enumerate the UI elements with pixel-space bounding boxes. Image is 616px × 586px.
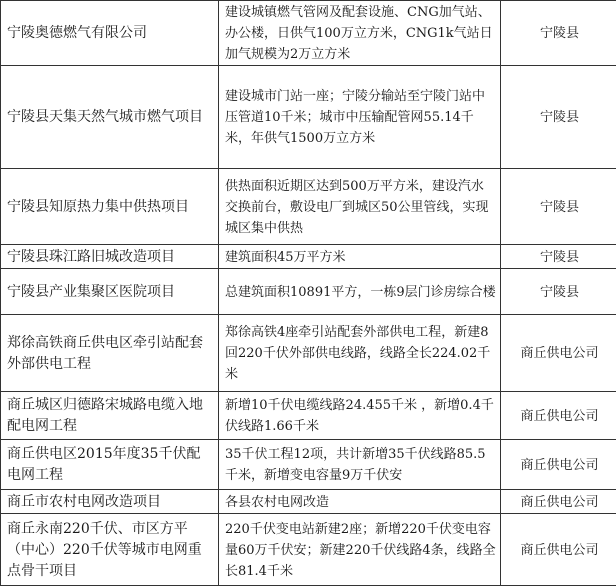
project-description-cell: 各县农村电网改造	[219, 490, 501, 514]
project-region-cell: 宁陵县	[501, 1, 616, 66]
project-description-cell: 建设城镇燃气管网及配套设施、CNG加气站、办公楼，日供气100万立方米，CNG1k气站日加气规模为2万立方米	[219, 1, 501, 66]
project-region-cell: 宁陵县	[501, 245, 616, 269]
project-name-cell: 宁陵县知原热力集中供热项目	[1, 169, 219, 245]
table-row	[1, 1, 616, 66]
project-name-cell: 宁陵奥德燃气有限公司	[1, 1, 219, 66]
table-row	[1, 169, 616, 245]
table-row	[1, 66, 616, 169]
project-description-cell: 供热面积近期区达到500万平方米，建设汽水交换前台，敷设电厂到城区50公里管线，实现城区集中供热	[219, 169, 501, 245]
project-region-cell: 宁陵县	[501, 269, 616, 315]
project-region-cell: 宁陵县	[501, 66, 616, 169]
project-name-cell: 商丘市农村电网改造项目	[1, 490, 219, 514]
project-description-cell: 35千伏工程12项，共计新增35千伏线路85.5千米，新增变电容量9万千伏安	[219, 440, 501, 490]
project-name-cell: 宁陵县珠江路旧城改造项目	[1, 245, 219, 269]
table-row	[1, 315, 616, 392]
project-region-cell: 商丘供电公司	[501, 315, 616, 392]
table-row	[1, 392, 616, 440]
project-region-cell: 商丘供电公司	[501, 392, 616, 440]
project-name-cell: 商丘供电区2015年度35千伏配电网工程	[1, 440, 219, 490]
project-name-cell: 宁陵县产业集聚区医院项目	[1, 269, 219, 315]
table-row	[1, 490, 616, 514]
project-region-cell: 商丘供电公司	[501, 440, 616, 490]
project-name-cell: 商丘城区归德路宋城路电缆入地配电网工程	[1, 392, 219, 440]
project-name-cell: 商丘永南220千伏、市区方平（中心）220千伏等城市电网重点骨干项目	[1, 514, 219, 586]
project-region-cell: 宁陵县	[501, 169, 616, 245]
project-region-cell: 商丘供电公司	[501, 514, 616, 586]
project-description-cell: 郑徐高铁4座牵引站配套外部供电工程，新建8回220千伏外部供电线路，线路全长224.02千米	[219, 315, 501, 392]
table-row	[1, 245, 616, 269]
project-description-cell: 总建筑面积10891平方，一栋9层门诊房综合楼	[219, 269, 501, 315]
project-description-cell: 建设城市门站一座；宁陵分输站至宁陵门站中压管道10千米；城市中压输配管网55.14千米，年供气1500万立方米	[219, 66, 501, 169]
project-name-cell: 宁陵县天集天然气城市燃气项目	[1, 66, 219, 169]
table-row	[1, 440, 616, 490]
project-description-cell: 220千伏变电站新建2座；新增220千伏变电容量60万千伏安；新建220千伏线路4条，线路全长81.4千米	[219, 514, 501, 586]
table-row	[1, 269, 616, 315]
project-description-cell: 建筑面积45万平方米	[219, 245, 501, 269]
project-name-cell: 郑徐高铁商丘供电区牵引站配套外部供电工程	[1, 315, 219, 392]
project-description-cell: 新增10千伏电缆线路24.455千米 ，新增0.4千伏线路1.66千米	[219, 392, 501, 440]
project-region-cell: 商丘供电公司	[501, 490, 616, 514]
table-row	[1, 514, 616, 586]
